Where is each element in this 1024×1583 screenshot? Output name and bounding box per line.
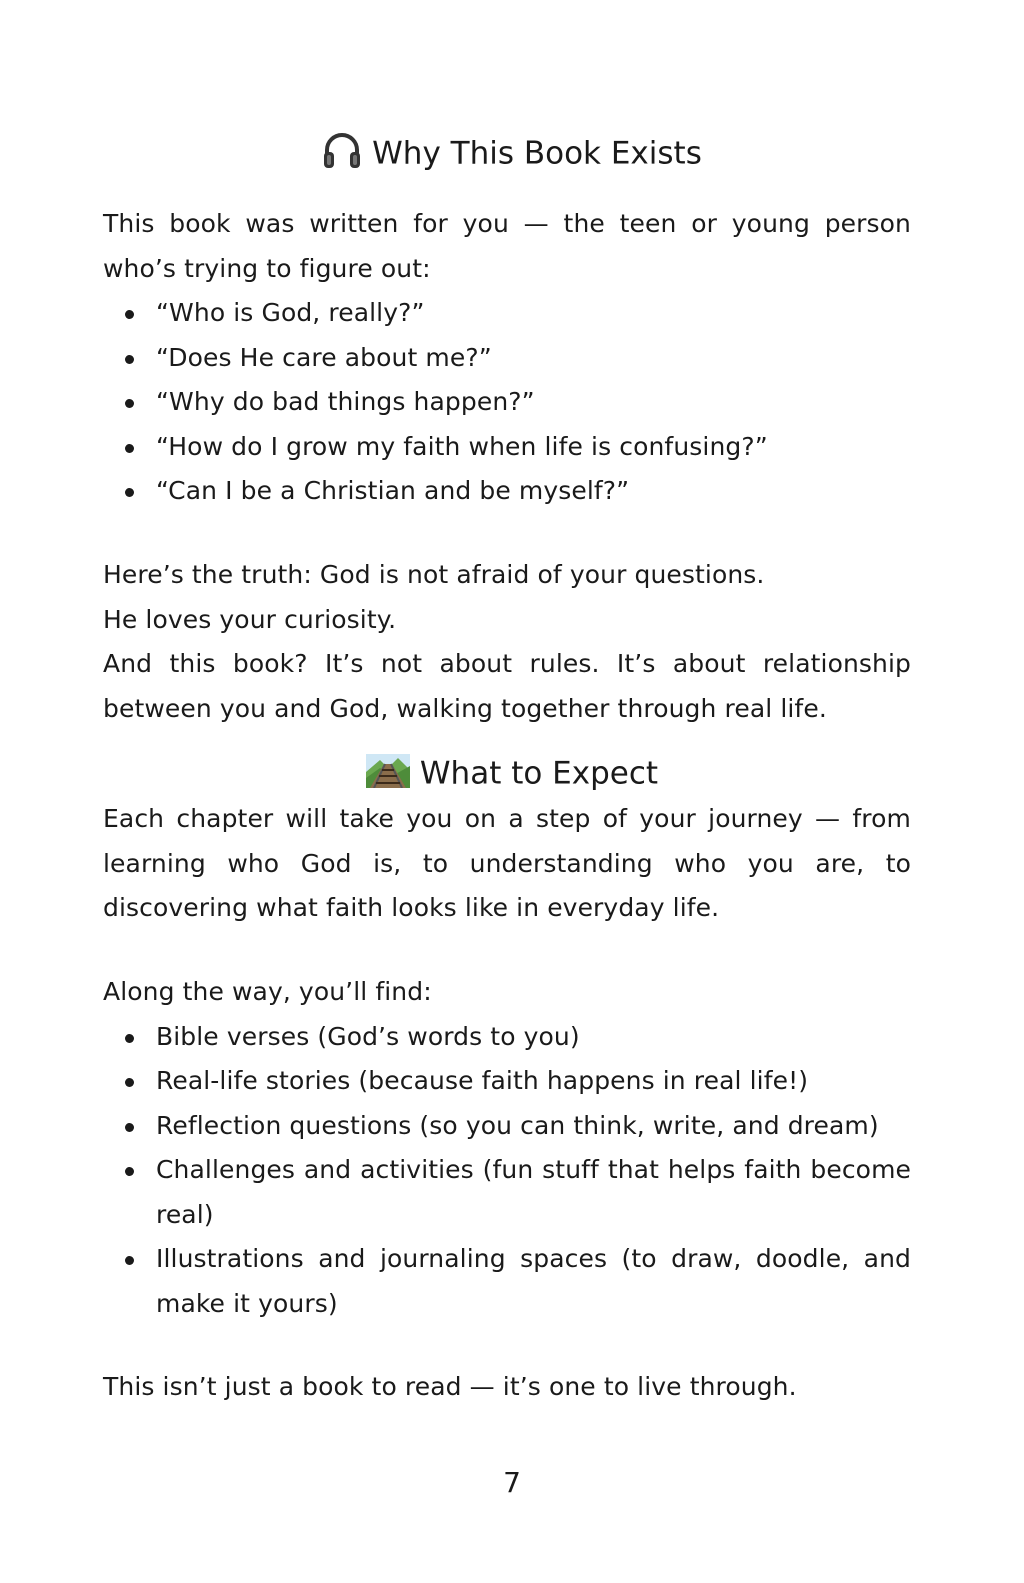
section-heading-why: [0, 132, 1024, 178]
list-item: “Does He care about me?”: [103, 336, 911, 381]
page-number: 7: [503, 1466, 521, 1499]
list-item: “Who is God, really?”: [103, 291, 911, 336]
truth-line: And this book? It’s not about rules. It’s about relationship between you and God, walking together through real life.: [103, 649, 911, 723]
truth-paragraph: [103, 553, 911, 731]
section-why-body: [103, 202, 911, 514]
truth-line: Here’s the truth: God is not afraid of your questions.: [103, 560, 765, 589]
closing-paragraph: [103, 1365, 911, 1410]
headphones-icon: [322, 132, 362, 178]
intro-paragraph: This book was written for you — the teen or young person who’s trying to figure out:: [103, 209, 911, 283]
find-label: Along the way, you’ll find:: [103, 977, 432, 1006]
expect-paragraph: Each chapter will take you on a step of your journey — from learning who God is, to understanding who you are, to discovering what faith looks like in everyday life.: [103, 804, 911, 922]
heading-text: Why This Book Exists: [372, 135, 702, 172]
list-item: “How do I grow my faith when life is confusing?”: [103, 425, 911, 470]
list-item: Reflection questions (so you can think, write, and dream): [103, 1104, 911, 1149]
list-item: “Why do bad things happen?”: [103, 380, 911, 425]
section-expect-intro: [103, 797, 911, 931]
truth-line: He loves your curiosity.: [103, 604, 397, 634]
railway-track-icon: [366, 754, 410, 796]
questions-list: [103, 291, 911, 514]
list-item: Bible verses (God’s words to you): [103, 1015, 911, 1060]
section-heading-expect: [0, 754, 1024, 796]
list-item: “Can I be a Christian and be myself?”: [103, 469, 911, 514]
heading-text: What to Expect: [419, 755, 659, 792]
section-expect-list: [103, 970, 911, 1326]
list-item: Real-life stories (because faith happens in real life!): [103, 1059, 911, 1104]
features-list: [103, 1015, 911, 1327]
closing-line: This isn’t just a book to read — it’s one to live through.: [103, 1372, 797, 1401]
list-item: Challenges and activities (fun stuff that helps faith become real): [103, 1148, 911, 1237]
list-item: Illustrations and journaling spaces (to draw, doodle, and make it yours): [103, 1237, 911, 1326]
